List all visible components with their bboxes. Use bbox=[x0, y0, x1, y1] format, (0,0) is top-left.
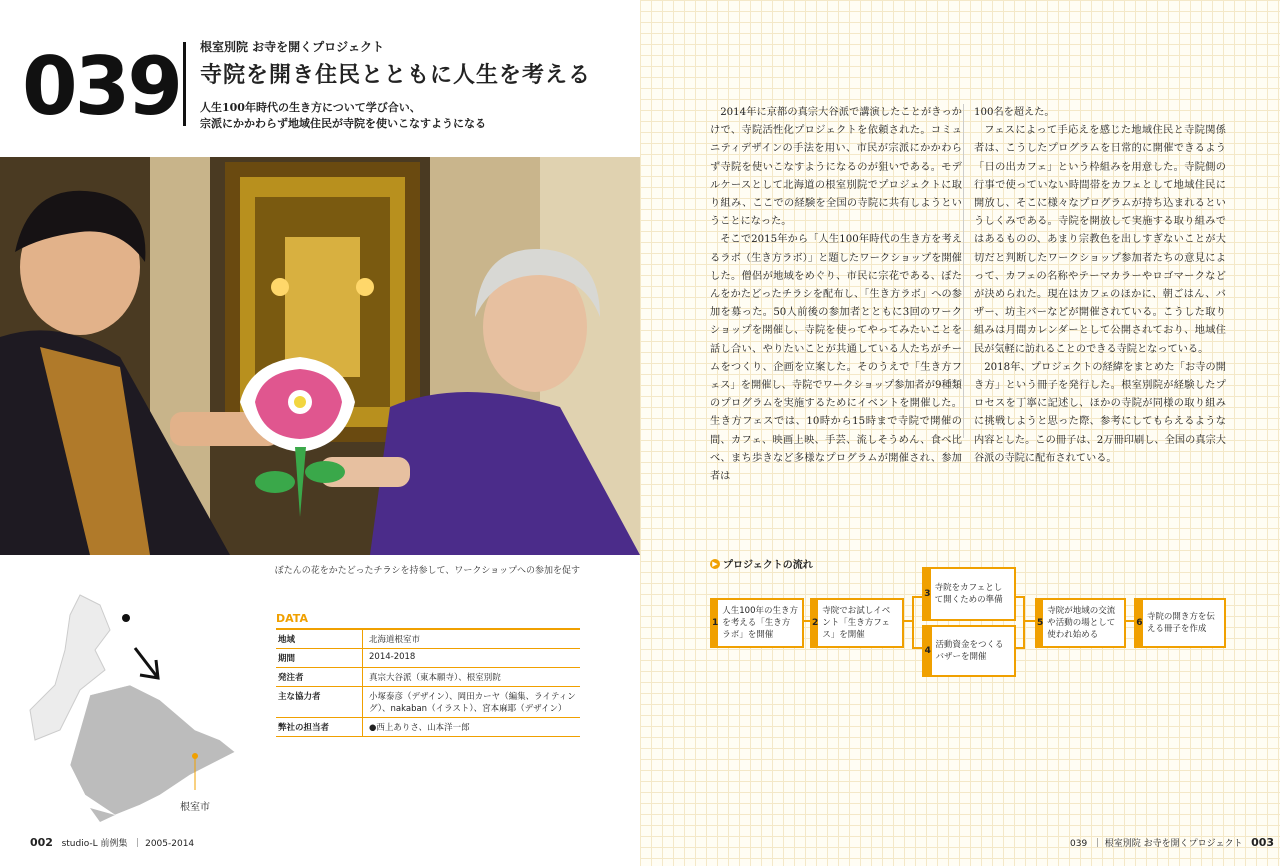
row-value: 2014-2018 bbox=[363, 649, 581, 668]
paragraph: 100名を超えた。 bbox=[974, 107, 1055, 118]
data-title: DATA bbox=[276, 612, 308, 625]
row-value: 北海道根室市 bbox=[363, 629, 581, 649]
location-map bbox=[20, 590, 270, 830]
book-years: 2005-2014 bbox=[145, 839, 195, 849]
table-row bbox=[276, 649, 580, 668]
paragraph: そこで2015年から「人生100年時代の生き方を考えるラボ（生き方ラボ）」と題したワークショップを開催した。僧侶が地域をめぐり、市民に宗花である、ぼたんをかたどったチラシを配布し、「生き方ラボ」への参加を募った。50人前後の参加者とともに3回のワークショップを開催し、寺院を使ってやってみたいことを話し合い、やりたいことが共通している人たちがチームをつくり、企画を立案した。そのうえで「生き方フェス」を開催し、寺院でワークショップ参加者が9種類のプログラムを実施するためにイベントを開催した。生き方フェスでは、10時から15時まで寺院で開催の間、カフェ、映画上映、手芸、流しそうめん、食べ比べ、まち歩きなど多様なプログラムが開催され、参加者は bbox=[710, 234, 962, 483]
play-icon: ▶ bbox=[710, 559, 720, 569]
flow-step-5 bbox=[1035, 598, 1126, 648]
row-key: 期間 bbox=[276, 649, 363, 668]
step-text: 寺院の開き方を伝える冊子を作成 bbox=[1146, 612, 1215, 634]
step-text: 活動資金をつくるバザーを開催 bbox=[935, 640, 1004, 662]
page-number: 003 bbox=[1251, 836, 1275, 849]
step-text: 寺院でお試しイベント「生き方フェス」を開催 bbox=[822, 606, 891, 640]
step-number: 4 bbox=[924, 627, 932, 675]
flow-step-2 bbox=[810, 598, 904, 648]
step-text: 寺院をカフェとして開くための準備 bbox=[934, 583, 1003, 605]
flow-title bbox=[710, 556, 813, 571]
flow-connector bbox=[1023, 596, 1025, 649]
flow-step-6 bbox=[1134, 598, 1226, 648]
data-table bbox=[276, 628, 580, 737]
photo-illustration bbox=[0, 157, 640, 555]
arrow-icon bbox=[135, 648, 158, 678]
page-title: 寺院を開き住民とともに人生を考える bbox=[200, 62, 592, 88]
location-dot bbox=[122, 614, 130, 622]
flow-connector bbox=[1023, 620, 1035, 622]
paragraph: 2018年、プロジェクトの経緯をまとめた「お寺の開き方」という冊子を発行した。根室別院が経験したプロセスを丁寧に記述し、ほかの寺院が同様の取り組みに挑戦しようと思った際、参考にしてもらえるような内容とした。この冊子は、2万冊印刷し、全国の真宗大谷派の寺院に配布されている。 bbox=[974, 361, 1226, 464]
footer-number: 039 bbox=[1070, 839, 1088, 849]
paragraph: フェスによって手応えを感じた地域住民と寺院関係者は、こうしたプログラムを日常的に開催できるよう「日の出カフェ」という枠組みを用意した。寺院側の行事で使っていない時間帯をカフェとして地域住民に開放し、そこに様々なプログラムが持ち込まれるというしくみである。寺院を開放して実施する取り組みではあるものの、あまり宗教色を出しすぎないことが大切だと判断したワークショップ参加者たちの意見によって、カフェの名称やテーマカラーやロゴマークなどが決められた。現在はカフェのほかに、朝ごはん、バザー、坊主バーなどが開催されている。こうした取り組みは月間カレンダーとして公開されており、地域住民が気軽に訪れることのできる寺院となっている。 bbox=[974, 125, 1226, 355]
flow-title-text: プロジェクトの流れ bbox=[723, 560, 813, 571]
step-number: 3 bbox=[924, 569, 931, 619]
subtitle-line-2: 宗派にかかわらず地域住民が寺院を使いこなすようになる bbox=[200, 117, 486, 130]
row-value: 小塚泰彦（デザイン）、岡田カーヤ（編集、ライティング）、nakaban（イラスト）、宮本麻耶（デザイン） bbox=[363, 687, 581, 718]
flow-connector bbox=[912, 647, 922, 649]
step-text: 人生100年の生き方を考える「生き方ラボ」を開催 bbox=[722, 606, 798, 640]
page-number: 002 bbox=[30, 836, 53, 849]
book-title: studio-L 前例集 bbox=[61, 839, 128, 849]
row-key: 弊社の担当者 bbox=[276, 718, 363, 737]
project-number: 039 bbox=[22, 40, 180, 133]
footer-right: 039 ｜ 根室別院 お寺を開くプロジェクト 003 bbox=[1070, 836, 1275, 849]
hokkaido-map bbox=[20, 590, 270, 830]
photo-caption: ぼたんの花をかたどったチラシを持参して、ワークショップへの参加を促す bbox=[274, 566, 580, 576]
flow-step-1 bbox=[710, 598, 804, 648]
table-row bbox=[276, 629, 580, 649]
footer-left: 002 studio-L 前例集 ｜ 2005-2014 bbox=[30, 836, 195, 849]
right-page bbox=[640, 0, 1280, 866]
title-divider bbox=[183, 42, 186, 126]
row-value: ●西上ありさ、山本洋一郎 bbox=[363, 718, 581, 737]
row-value: 真宗大谷派（東本願寺）、根室別院 bbox=[363, 668, 581, 687]
flow-step-3 bbox=[922, 567, 1016, 621]
table-row bbox=[276, 687, 580, 718]
row-key: 発注者 bbox=[276, 668, 363, 687]
map-label: 根室市 bbox=[180, 802, 210, 813]
flow-connector bbox=[912, 596, 914, 648]
step-number: 1 bbox=[712, 600, 718, 646]
row-key: 地域 bbox=[276, 629, 363, 649]
step-text: 寺院が地域の交流や活動の場として使われ始める bbox=[1047, 606, 1116, 640]
table-row bbox=[276, 668, 580, 687]
flow-connector bbox=[912, 596, 922, 598]
row-key: 主な協力者 bbox=[276, 687, 363, 718]
subtitle bbox=[200, 100, 620, 132]
subtitle-line-1: 人生100年時代の生き方について学び合い、 bbox=[200, 101, 421, 114]
step-number: 2 bbox=[812, 600, 818, 646]
project-kicker: 根室別院 お寺を開くプロジェクト bbox=[200, 40, 384, 54]
paragraph: 2014年に京都の真宗大谷派で講演したことがきっかけで、寺院活性化プロジェクトを依頼された。コミュニティデザインの手法を用い、市民が宗派にかかわらず寺院を使いこなすようになるのが狙いである。モデルケースとして北海道の根室別院でプロジェクトに取り組み、ここでの経験を全国の寺院に共有しようということになった。 bbox=[710, 107, 962, 228]
table-row bbox=[276, 718, 580, 737]
body-column-1 bbox=[710, 104, 962, 486]
step-number: 6 bbox=[1136, 600, 1143, 646]
column-divider bbox=[963, 104, 964, 438]
body-column-2 bbox=[974, 104, 1226, 468]
step-number: 5 bbox=[1037, 600, 1043, 646]
main-photo bbox=[0, 157, 640, 555]
footer-title: 根室別院 お寺を開くプロジェクト bbox=[1104, 839, 1243, 849]
flow-step-4 bbox=[922, 625, 1016, 677]
